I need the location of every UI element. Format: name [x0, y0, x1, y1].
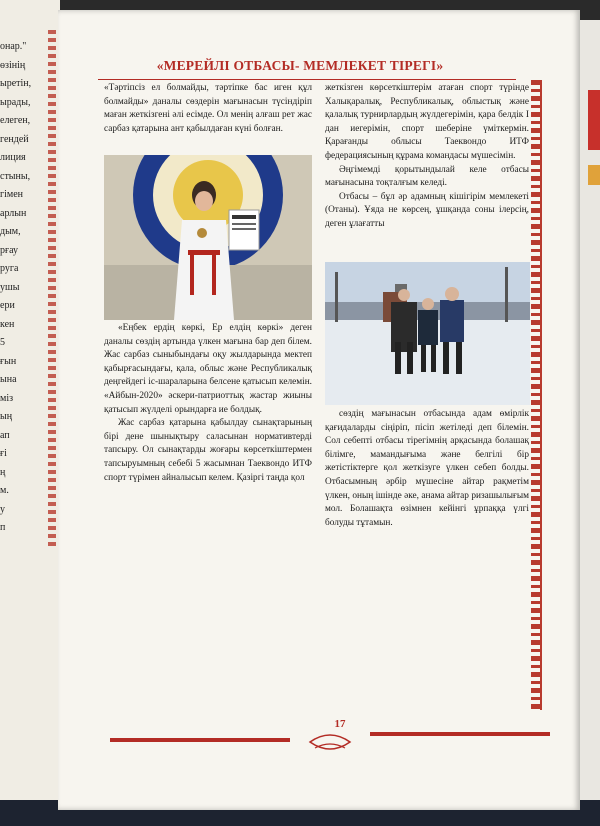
page-title: «МЕРЕЙЛІ ОТБАСЫ- МЕМЛЕКЕТ ТІРЕГІ»: [156, 58, 444, 73]
left-lower-paragraph: «Еңбек ердің көркі, Ер елдің көркі» деген даналы сөздің артында үлкен мағына бар деп білем. Жас сарбаз сыныбындағы оқу жылдарында мектеп қабырғасындағы, қала, облыс және Республикалық деңгейдегі іс-шараларына белсене қатысып келемін. «Айбын-2020» әскери-патриоттық жастар жиыны қатысып жүлделі орындарға ие болдық.: [104, 323, 312, 415]
page-number: 17: [334, 718, 346, 730]
previous-page-text-fragment: дым,: [0, 226, 21, 237]
right-top-paragraph: Отбасы – бұл әр адамның кішігірім мемлекеті (Отаны). Ұяда не көрсең, ұшқанда соны ілерсің, деген ұлағатты: [325, 191, 529, 229]
previous-page-text-fragment: ң: [0, 466, 6, 478]
previous-page-text-fragment: ап: [0, 429, 10, 441]
previous-page-text-fragment: ына: [0, 374, 17, 385]
taekwondo-photo: [104, 155, 312, 320]
left-column-top: [104, 82, 312, 136]
previous-page-text-fragment: кен: [0, 318, 15, 330]
previous-page-text-fragment: елеген,: [0, 115, 31, 126]
left-lower-paragraph: Жас сарбаз қатарына қабылдау сынақтарының бірі дене шынықтыру саласынан нормативтерді тапсыру. Ол сынақтарды жоғары көрсеткіштермен тапсыруымның себебі 5 жасымнан Таеквондо ИТФ спорт түрімен айналысып келем. Қазіргі таңда қол: [104, 418, 312, 483]
previous-page-text-fragment: лиция: [0, 152, 26, 163]
right-top-paragraph: Әңгімемді қорытындылай келе отбасы мағынасына тоқталғым келеді.: [325, 164, 529, 189]
previous-page-text-fragment: өзінің: [0, 59, 26, 71]
previous-page-text-fragment: міз: [0, 392, 14, 404]
previous-page-text-fragment: руга: [0, 263, 19, 274]
previous-page-text-fragment: ыретін,: [0, 78, 32, 89]
family-winter-photo: [325, 262, 530, 405]
previous-page-text-fragment: 5: [0, 337, 5, 348]
title-underline: [98, 79, 516, 80]
previous-page-text-fragment: ғын: [0, 355, 17, 367]
previous-page-text-fragment: у: [0, 503, 5, 515]
previous-page-text-fragment: ғі: [0, 448, 7, 459]
previous-page-text-fragment: п: [0, 522, 6, 533]
right-column-lower: [325, 408, 529, 530]
left-top-paragraph: «Тәртіпсіз ел болмайды, тәртіпке бас иген құл болмайды» даналы сөздерін мағынасын түсіндіріп маған жеткізгені әлі есімде. Ол менің алғаш рет жас сарбаз қатарына ант қабылдаған күні болған.: [104, 83, 312, 134]
right-top-paragraph: жеткізген көрсеткіштерім атаған спорт түрінде Халықаралық, Республикалық, облыстық және қалалық турнирлардың жүлдегерімін, қара белдік І дан иегерімін, спорт шеберіне үміткермін. Қарағанды облысы Таеквондо ИТФ федерациясының құрама командасы мүшесімін.: [325, 83, 529, 161]
previous-page-text-fragment: рғау: [0, 244, 19, 256]
book-cover-orange-block: [588, 165, 600, 185]
bottom-ornament: [110, 728, 550, 758]
previous-page-text-fragment: ың: [0, 411, 13, 422]
right-lower-paragraph: сөздің мағынасын отбасында адам өмірлік қағидаларды сіңіріп, пісіп жетіледі деп білемін. Сол себепті отбасы тірегімнің арқасында болашақ білімге, мамандығыма және белгілі бір жетістіктерге қол жеткізуге үлкен себеп болды. Отбасымның әрбір мүшесіне айтар рақметім үлкен, оның ішінде әке, анама айтар ризашылығым мол. Болашақта өзімнен кейінгі ұрпаққа үлгі болуды тұтамын.: [325, 409, 529, 528]
previous-page-text-fragment: ырады,: [0, 96, 31, 108]
previous-page-text-fragment: ери: [0, 300, 15, 311]
previous-page-ornament: [48, 30, 56, 550]
adjacent-book-edge: [580, 20, 600, 800]
previous-page-edge: [0, 0, 60, 826]
previous-page-text-fragment: арлын: [0, 207, 27, 219]
right-column-top: [325, 82, 529, 232]
left-column-lower: [104, 322, 312, 485]
previous-page-text-fragment: стыны,: [0, 170, 31, 182]
previous-page-text-fragment: ушы: [0, 281, 20, 293]
previous-page-text-fragment: гендей: [0, 133, 29, 145]
right-side-ornament-line: [540, 80, 542, 710]
previous-page-text-fragment: онар.": [0, 41, 27, 52]
previous-page-text-fragment: гімен: [0, 189, 23, 200]
book-cover-red-block: [588, 90, 600, 150]
previous-page-text-fragment: м.: [0, 485, 9, 496]
